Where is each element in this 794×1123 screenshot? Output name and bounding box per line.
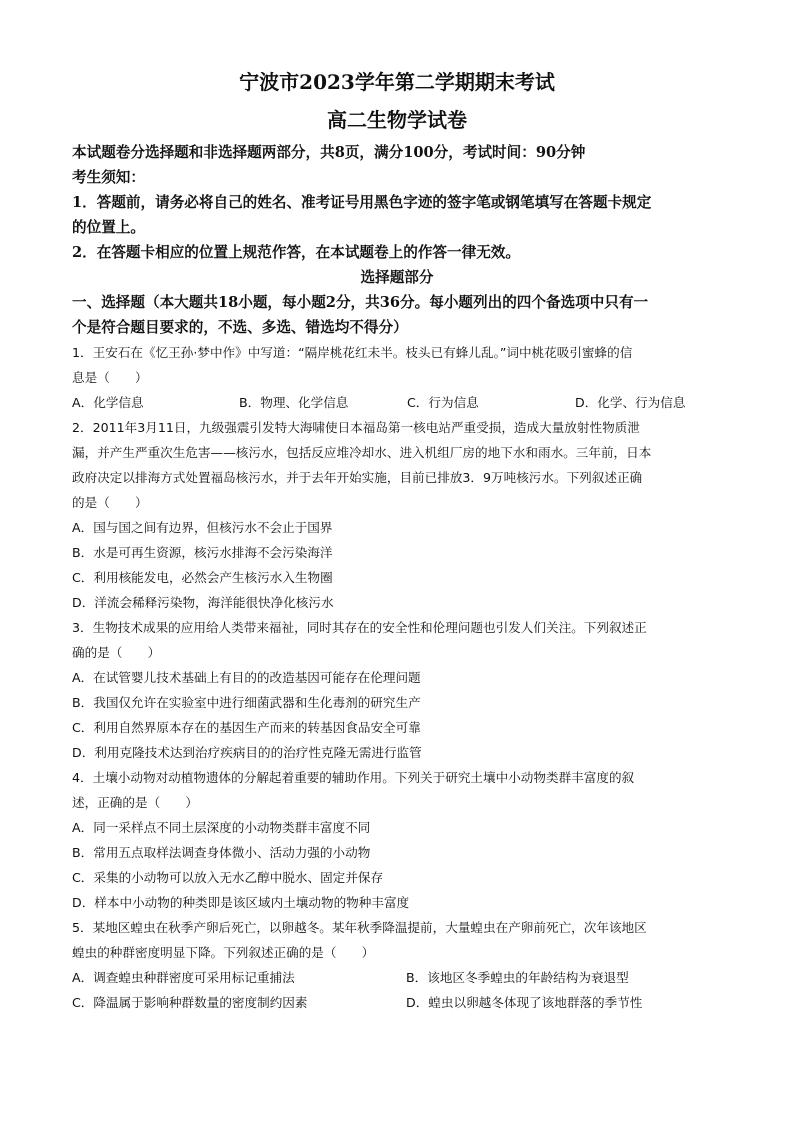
option-row <box>72 965 722 990</box>
exam-subtitle: 高二生物学试卷 <box>327 108 467 132</box>
option-d: D．化学、行为信息 <box>575 395 686 410</box>
exam-page <box>72 64 722 1015</box>
question-text-line: 2．2011年3月11日，九级强震引发特大海啸使日本福岛第一核电站严重受损，造成大量放射性物质泄 <box>72 420 640 435</box>
option-c: C．利用核能发电，必然会产生核污水入生物圈 <box>72 570 333 585</box>
question-text-line: 5．某地区蝗虫在秋季产卵后死亡，以卵越冬。某年秋季降温提前，大量蝗虫在产卵前死亡，次年该地区 <box>72 920 647 935</box>
question-text-line: 漏，并产生严重次生危害——核污水，包括反应堆冷却水、进入机组厂房的地下水和雨水。三年前，日本 <box>72 445 652 460</box>
question-text-line: 1．王安石在《忆王孙·梦中作》中写道：“隔岸桃花红未半。枝头已有蜂儿乱。”词中桃花吸引蜜蜂的信 <box>72 345 633 360</box>
section-heading: 选择题部分 <box>360 269 434 286</box>
question-text-line: 述，正确的是（ ） <box>72 795 198 810</box>
section-intro-line-2: 个是符合题目要求的，不选、多选、错选均不得分） <box>72 319 408 336</box>
option-a: A．化学信息 <box>72 395 144 410</box>
option-a: A．在试管婴儿技术基础上有目的的改造基因可能存在伦理问题 <box>72 670 421 685</box>
exam-intro: 本试题卷分选择题和非选择题两部分，共8页，满分100分，考试时间：90分钟 <box>72 144 586 161</box>
question-text-line: 蝗虫的种群密度明显下降。下列叙述正确的是（ ） <box>72 945 375 960</box>
question-text-line: 政府决定以排海方式处置福岛核污水，并于去年开始实施，目前已排放3．9万吨核污水。下列叙述正确 <box>72 470 643 485</box>
question-text-line: 3．生物技术成果的应用给人类带来福祉，同时其存在的安全性和伦理问题也引发人们关注。下列叙述正 <box>72 620 647 635</box>
option-b: B．我国仅允许在实验室中进行细菌武器和生化毒剂的研究生产 <box>72 695 421 710</box>
question-2 <box>72 415 722 615</box>
question-text-line: 确的是（ ） <box>72 645 161 660</box>
option-d: D．蝗虫以卵越冬体现了该地群落的季节性 <box>406 995 643 1010</box>
question-text-line: 4．土壤小动物对动植物遗体的分解起着重要的辅助作用。下列关于研究土壤中小动物类群丰富度的叙 <box>72 770 635 785</box>
notice-item-1-line-1: 1．答题前，请务必将自己的姓名、准考证号用黑色字迹的签字笔或钢笔填写在答题卡规定 <box>72 194 652 211</box>
option-d: D．样本中小动物的种类即是该区域内土壤动物的物种丰富度 <box>72 895 410 910</box>
option-c: C．行为信息 <box>407 395 479 410</box>
option-d: D．利用克隆技术达到治疗疾病目的的治疗性克隆无需进行监管 <box>72 745 422 760</box>
option-a: A．国与国之间有边界，但核污水不会止于国界 <box>72 520 333 535</box>
option-row <box>72 390 722 415</box>
option-b: B．该地区冬季蝗虫的年龄结构为衰退型 <box>406 970 629 985</box>
section-intro-line-1: 一、选择题（本大题共18小题，每小题2分，共36分。每小题列出的四个备选项中只有一 <box>72 294 649 311</box>
question-3 <box>72 615 722 765</box>
option-a: A．同一采样点不同土层深度的小动物类群丰富度不同 <box>72 820 371 835</box>
option-a: A．调查蝗虫种群密度可采用标记重捕法 <box>72 970 295 985</box>
question-4 <box>72 765 722 915</box>
option-c: C．降温属于影响种群数量的密度制约因素 <box>72 995 308 1010</box>
question-text-line: 息是（ ） <box>72 370 148 385</box>
option-row <box>72 990 722 1015</box>
option-c: C．利用自然界原本存在的基因生产而来的转基因食品安全可靠 <box>72 720 421 735</box>
question-5 <box>72 915 722 1015</box>
notice-item-1-line-2: 的位置上。 <box>72 219 145 236</box>
option-c: C．采集的小动物可以放入无水乙醇中脱水、固定并保存 <box>72 870 384 885</box>
exam-title: 宁波市2023学年第二学期期末考试 <box>239 70 555 94</box>
notice-item-2: 2．在答题卡相应的位置上规范作答，在本试题卷上的作答一律无效。 <box>72 244 520 261</box>
option-b: B．水是可再生资源，核污水排海不会污染海洋 <box>72 545 333 560</box>
option-b: B．常用五点取样法调查身体微小、活动力强的小动物 <box>72 845 371 860</box>
option-b: B．物理、化学信息 <box>239 395 349 410</box>
notice-title: 考生须知： <box>72 169 145 186</box>
question-text-line: 的是（ ） <box>72 495 148 510</box>
option-d: D．洋流会稀释污染物，海洋能很快净化核污水 <box>72 595 334 610</box>
question-1 <box>72 340 722 415</box>
